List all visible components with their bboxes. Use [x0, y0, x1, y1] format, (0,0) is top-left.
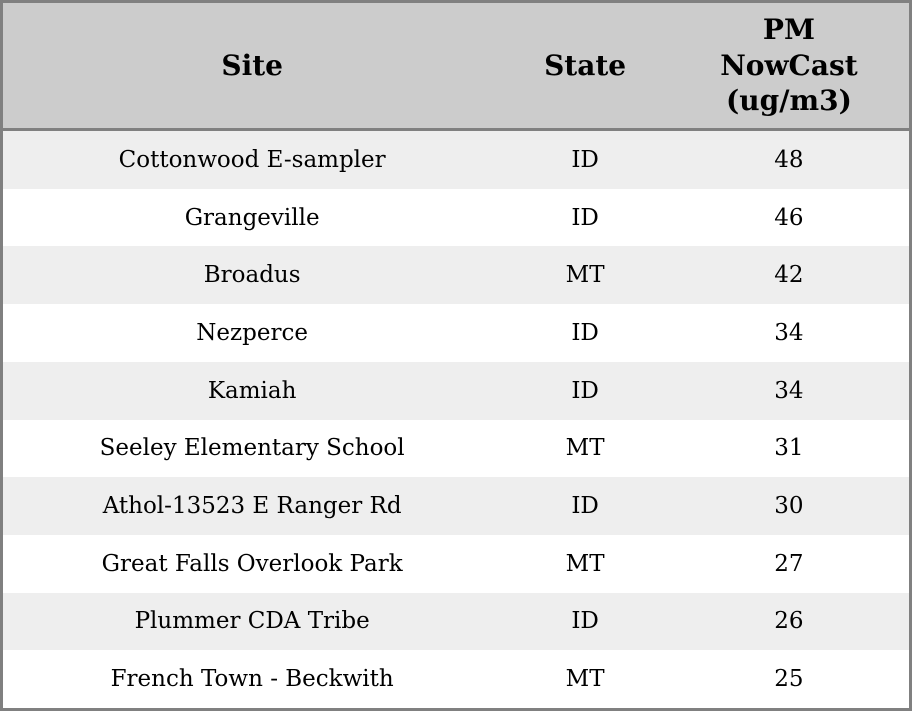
site-cell: Broadus — [203, 262, 301, 289]
table-body — [3, 131, 909, 708]
table-row[interactable] — [3, 131, 909, 189]
table-row[interactable] — [3, 477, 909, 535]
site-cell: Great Falls Overlook Park — [101, 550, 403, 577]
site-cell: Kamiah — [207, 377, 297, 404]
table-row[interactable] — [3, 593, 909, 651]
state-cell: MT — [565, 550, 605, 577]
state-cell: ID — [571, 204, 599, 231]
column-header-site-label: Site — [221, 48, 283, 82]
state-cell: MT — [565, 435, 605, 462]
pm-nowcast-cell: 48 — [774, 146, 804, 173]
site-cell: Athol-13523 E Ranger Rd — [102, 493, 402, 520]
pm-nowcast-cell: 34 — [774, 377, 804, 404]
site-cell: Cottonwood E-sampler — [118, 146, 386, 173]
pm-nowcast-cell: 42 — [774, 262, 804, 289]
table-row[interactable] — [3, 189, 909, 247]
state-cell: ID — [571, 493, 599, 520]
table-row[interactable] — [3, 535, 909, 593]
table-row[interactable] — [3, 304, 909, 362]
pm-nowcast-cell: 34 — [774, 319, 804, 346]
column-header-state[interactable] — [501, 48, 669, 84]
state-cell: MT — [565, 262, 605, 289]
state-cell: ID — [571, 319, 599, 346]
site-cell: Nezperce — [196, 319, 308, 346]
column-header-pm-nowcast[interactable] — [669, 12, 909, 119]
site-cell: Plummer CDA Tribe — [134, 608, 370, 635]
state-cell: ID — [571, 146, 599, 173]
column-header-state-label: State — [544, 48, 627, 82]
table-row[interactable] — [3, 420, 909, 478]
pm-nowcast-cell: 26 — [774, 608, 804, 635]
pm-nowcast-cell: 25 — [774, 666, 804, 693]
table-row[interactable] — [3, 362, 909, 420]
site-cell: Grangeville — [184, 204, 320, 231]
site-cell: Seeley Elementary School — [99, 435, 405, 462]
site-cell: French Town - Beckwith — [110, 666, 394, 693]
state-cell: ID — [571, 608, 599, 635]
pm-nowcast-cell: 31 — [774, 435, 804, 462]
table-row[interactable] — [3, 650, 909, 708]
pm-nowcast-cell: 46 — [774, 204, 804, 231]
column-header-pm-nowcast-label: PM NowCast (ug/m3) — [720, 13, 858, 118]
table-row[interactable] — [3, 246, 909, 304]
column-header-site[interactable] — [3, 48, 501, 84]
state-cell: ID — [571, 377, 599, 404]
state-cell: MT — [565, 666, 605, 693]
table-header-row — [3, 3, 909, 131]
pm-nowcast-cell: 30 — [774, 493, 804, 520]
pm-nowcast-cell: 27 — [774, 550, 804, 577]
